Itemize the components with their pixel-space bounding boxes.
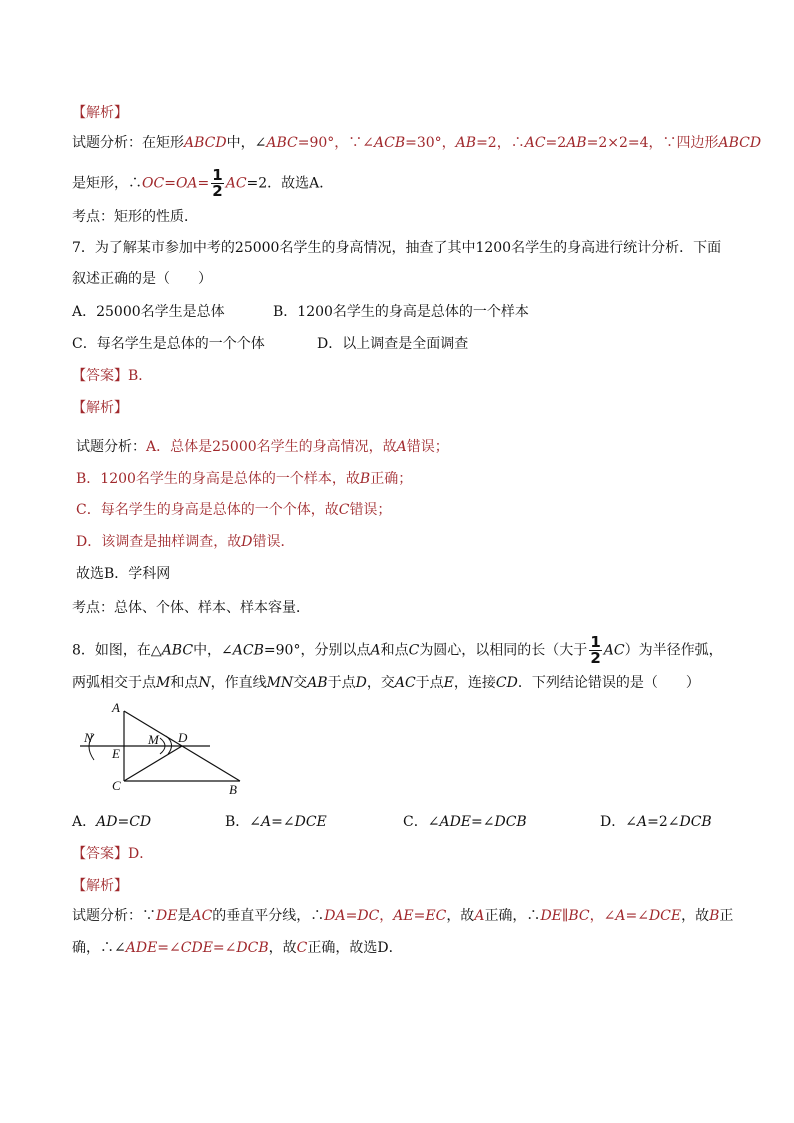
segment-cd bbox=[124, 746, 182, 781]
option-d: D．∠A=2∠DCB bbox=[600, 814, 712, 830]
triangle-figure bbox=[72, 698, 242, 798]
knowledge-point: 考点：总体、个体、样本、样本容量． bbox=[72, 600, 310, 616]
fraction-half: $\frac{1}{2}$ bbox=[212, 166, 223, 200]
label-n: N bbox=[84, 730, 93, 745]
fraction-half: $\frac{1}{2}$ bbox=[590, 633, 601, 667]
question-8-stem: 两弧相交于点M和点N，作直线MN交AB于点D，交AC于点E，连接CD．下列结论错误的是（ ） bbox=[72, 675, 700, 691]
analysis-line: 是矩形，∴OC=OA= $\frac{1}{2}$ AC=2．故选A． bbox=[72, 166, 334, 200]
option-d: D．以上调查是全面调查 bbox=[317, 336, 469, 352]
option-c: C．∠ADE=∠DCB bbox=[403, 814, 527, 830]
analysis-line: 试题分析：在矩形ABCD中，∠ABC=90°，∵∠ACB=30°，AB=2，∴AC=2AB=2×2=4，∵四边形ABCD bbox=[72, 135, 762, 151]
triangle-diagram bbox=[72, 698, 242, 798]
analysis-line: 试题分析：∵DE是AC的垂直平分线，∴DA=DC，AE=EC，故A正确，∴DE∥BC，∠A=∠DCE，故B正 bbox=[72, 908, 734, 924]
knowledge-point: 考点：矩形的性质． bbox=[72, 209, 198, 225]
option-a: A．25000名学生是总体 bbox=[72, 304, 225, 320]
answer: 【答案】D． bbox=[72, 846, 154, 862]
analysis-line: 确，∴∠ADE=∠CDE=∠DCB，故C正确，故选D． bbox=[72, 940, 403, 956]
analysis-line: D．该调查是抽样调查，故D错误． bbox=[76, 534, 295, 550]
analysis-line: C．每名学生的身高是总体的一个个体，故C错误； bbox=[76, 502, 392, 518]
option-b: B．1200名学生的身高是总体的一个样本 bbox=[273, 304, 529, 320]
label-a: A bbox=[112, 700, 120, 715]
label-c: C bbox=[112, 778, 121, 793]
analysis-line: 故选B．学科网 bbox=[76, 566, 171, 582]
analysis-line: B．1200名学生的身高是总体的一个样本，故B正确； bbox=[76, 471, 413, 487]
label-m: M bbox=[148, 732, 159, 747]
option-b: B．∠A=∠DCE bbox=[225, 814, 327, 830]
question-8-stem: 8．如图，在△ABC中，∠ACB=90°，分别以点A和点C为圆心，以相同的长（大于 $\frac{1}{2}$ AC）为半径作弧， bbox=[72, 633, 723, 667]
question-7-stem: 叙述正确的是（ ） bbox=[72, 271, 212, 287]
analysis-heading: 【解析】 bbox=[72, 105, 128, 121]
question-7-stem: 7．为了解某市参加中考的25000名学生的身高情况，抽查了其中1200名学生的身高进行统计分析．下面 bbox=[72, 240, 722, 256]
option-a: A．AD=CD bbox=[72, 814, 152, 830]
analysis-heading: 【解析】 bbox=[72, 878, 128, 894]
answer: 【答案】B． bbox=[72, 368, 153, 384]
analysis-heading: 【解析】 bbox=[72, 400, 128, 416]
label-d: D bbox=[178, 730, 188, 745]
option-c: C．每名学生是总体的一个个体 bbox=[72, 336, 265, 352]
label-e: E bbox=[112, 746, 120, 761]
analysis-line: 试题分析：A．总体是25000名学生的身高情况，故A错误； bbox=[76, 439, 449, 455]
label-b: B bbox=[229, 782, 237, 797]
